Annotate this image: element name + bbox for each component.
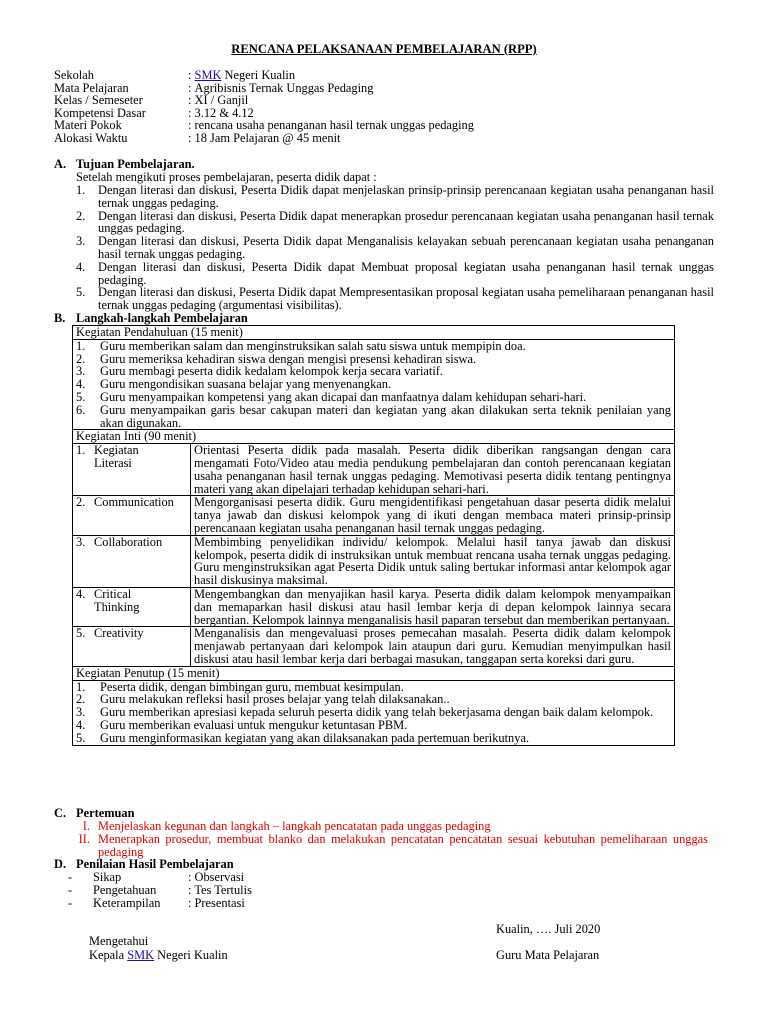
assessment-label: Keterampilan [93, 896, 161, 910]
info-value: 18 Jam Pelajaran @ 45 menit [194, 130, 341, 145]
activity-name: Kegiatan Literasi [94, 443, 139, 470]
section-b-heading [54, 312, 248, 325]
item-number: 1. [76, 183, 86, 197]
item-number: 6. [76, 402, 86, 417]
pendahuluan-header: Kegiatan Pendahuluan (15 menit) [73, 326, 674, 340]
list-item [68, 833, 708, 859]
inti-row-literasi [73, 444, 674, 496]
item-text: Menjelaskan kegunan dan langkah – langkah pencatatan pada unggas pedaging [98, 819, 491, 833]
section-title: Penilaian Hasil Pembelajaran [76, 857, 234, 871]
principal-prefix: Kepala [89, 948, 128, 962]
objective-item [76, 235, 714, 261]
principal-suffix: Negeri Kualin [154, 948, 228, 962]
item-text: Dengan literasi dan diskusi, Peserta Didik dapat Membuat proposal kegiatan usaha penanganan hasil ternak unggas pedaging. [98, 259, 714, 287]
activity-description: Menganalisis dan mengevaluasi proses pemecahan masalah. Peserta didik dalam kelompok menjawab pertanyaan dari kelompok lain ataupun dari guru. Kemudian menyimpulkan hasil diskusi atau hasil lembar kerja dari berbagai masukan, tanggapan serta koreksi dari guru. [194, 626, 671, 666]
item-text: Dengan literasi dan diskusi, Peserta Didik dapat menerapkan prosedur perencanaan kegiatan usaha penanganan hasil ternak unggas pedaging. [98, 208, 714, 236]
activity-name-cell [73, 588, 191, 626]
list-item [73, 340, 674, 353]
section-letter: A. [54, 157, 67, 171]
item-number: 1. [76, 338, 86, 353]
section-title: Pertemuan [76, 806, 135, 820]
activity-name-cell [73, 496, 191, 534]
objective-item [76, 184, 714, 210]
item-text: Menerapkan prosedur, membuat blanko dan melakukan pencatatan pencatatan sesuai kebutuhan pemeliharaan unggas pedaging [98, 831, 708, 859]
list-item [73, 404, 674, 430]
activity-description: Orientasi Peserta didik pada masalah. Peserta didik diberikan rangsangan dengan cara mengamati Foto/Video atau media pendukung pembelajaran dan contoh perencanaan kegiatan usaha penanganan hasil ternak unggas pedaging. Memotivasi peserta didik tentang pentingnya materi yang akan dipelajari terhadap kehidupan sehari-hari. [194, 443, 671, 496]
item-number: 2. [76, 208, 86, 223]
info-value: Agribisnis Ternak Unggas Pedaging [194, 80, 374, 95]
inti-row-communication [73, 496, 674, 535]
dash: - [68, 883, 73, 897]
smk-link[interactable]: SMK [127, 948, 155, 962]
item-number: 5. [76, 389, 86, 404]
item-text: Guru membagi peserta didik kedalam kelompok kerja secara variatif. [100, 364, 444, 379]
item-text: Guru memberikan evaluasi untuk mengukur ketuntasan PBM. [100, 717, 408, 732]
activity-description: Mengorganisasi peserta didik. Guru mengidentifikasi pengetahuan dasar peserta didik melalui tanya jawab dan diskusi kelompok yang di ikuti dengan membaca materi prinsip-prinsip perencanaan kegiatan usaha penanganan hasil ternak unggas pedaging. [194, 495, 671, 535]
item-number: 1. [76, 443, 86, 458]
info-sep: : [188, 68, 195, 82]
assessment-value: : Observasi [188, 870, 245, 884]
info-row-kelas [54, 94, 474, 107]
section-title: Langkah-langkah Pembelajaran [76, 311, 248, 325]
item-text: Dengan literasi dan diskusi, Peserta Didik dapat Mempresentasikan proposal kegiatan usaha pemeliharaan penanganan hasil ternak unggas pedaging (argumentasi visibilitas). [98, 285, 714, 313]
item-text: Peserta didik, dengan bimbingan guru, membuat kesimpulan. [100, 679, 404, 694]
item-number: 2. [76, 351, 86, 366]
info-sep: : [188, 130, 195, 145]
item-text: Guru memberikan apresiasi kepada seluruh peserta didik yang telah bekerjasama dengan baik dalam kelompok. [100, 705, 654, 720]
identity-block [54, 69, 474, 145]
item-number: 3. [76, 705, 86, 720]
info-sep: : [188, 93, 195, 108]
item-number: 5. [76, 285, 86, 300]
section-c-heading [54, 807, 135, 820]
info-label: Alokasi Waktu [54, 130, 128, 145]
item-text: Guru melakukan refleksi hasil proses belajar yang telah dilaksanakan.. [100, 692, 450, 707]
list-item [73, 732, 674, 745]
pertemuan-list [68, 820, 708, 858]
item-text: Guru mengondisikan suasana belajar yang menyenangkan. [100, 377, 392, 392]
signature-date: Kualin, …. Juli 2020 [496, 922, 601, 936]
item-text: Guru memeriksa kehadiran siswa dengan mengisi presensi kehadiran siswa. [100, 351, 477, 366]
inti-row-critical-thinking [73, 588, 674, 627]
info-row-alokasi [54, 132, 474, 145]
assessment-row [68, 897, 252, 910]
objective-item [76, 210, 714, 236]
item-number: 5. [76, 730, 86, 745]
section-a-heading [54, 158, 195, 171]
item-number: 3. [76, 234, 86, 249]
info-value: 3.12 & 4.12 [194, 105, 254, 120]
section-title: Tujuan Pembelajaran. [76, 157, 195, 171]
info-sep: : [188, 118, 195, 133]
section-letter: C. [54, 806, 67, 820]
activity-name-cell [73, 627, 191, 665]
inti-header: Kegiatan Inti (90 menit) [73, 430, 674, 444]
activity-name-cell [73, 444, 191, 495]
objective-item [76, 286, 714, 312]
info-label: Materi Pokok [54, 118, 122, 133]
teacher-title: Guru Mata Pelajaran [496, 948, 600, 962]
info-sep: : [188, 80, 195, 95]
item-number: 1. [76, 679, 86, 694]
assessment-value: : Presentasi [188, 896, 245, 910]
pendahuluan-list [73, 340, 674, 431]
assessment-label: Pengetahuan [93, 883, 157, 897]
item-text: Guru menginformasikan kegiatan yang akan dilaksanakan pada pertemuan berikutnya. [100, 730, 530, 745]
activity-name: Communication [94, 495, 174, 510]
item-number: 4. [76, 717, 86, 732]
section-a-intro: Setelah mengikuti proses pembelajaran, peserta didik dapat : [76, 170, 377, 184]
info-label: Sekolah [54, 68, 94, 82]
item-number: 2. [76, 692, 86, 707]
activity-name-cell [73, 536, 191, 587]
item-number: 4. [76, 259, 86, 274]
dash: - [68, 870, 73, 884]
info-label: Mata Pelajaran [54, 80, 129, 95]
activity-name: Collaboration [94, 534, 163, 549]
info-value: XI / Ganjil [194, 93, 249, 108]
info-value: Negeri Kualin [221, 68, 296, 82]
item-number: 2. [76, 495, 86, 510]
objective-item [76, 261, 714, 287]
info-label: Kompetensi Dasar [54, 105, 146, 120]
inti-row-collaboration [73, 536, 674, 588]
item-number: 3. [76, 534, 86, 549]
activity-description: Membimbing penyelidikan individu/ kelompok. Melalui hasil tanya jawab dan diskusi kelompok, peserta didik di instruksikan untuk membuat rencana usaha ternak unggas pedaging. Guru menginstruksikan agat Peserta Didik untuk saling bertukar informasi antar kelompok agar hasil diskusinya maksimal. [194, 534, 671, 588]
assessment-value: : Tes Tertulis [188, 883, 252, 897]
inti-row-creativity [73, 627, 674, 666]
item-number: 3. [76, 364, 86, 379]
item-text: Dengan literasi dan diskusi, Peserta Didik dapat Menganalisis kelayakan sebuah perencanaan kegiatan usaha penanganan hasil ternak unggas pedaging. [98, 234, 714, 261]
penutup-list [73, 681, 674, 745]
list-item [73, 391, 674, 404]
smk-link[interactable]: SMK [194, 68, 222, 82]
section-d-heading [54, 858, 234, 871]
mengetahui-label: Mengetahui [89, 934, 149, 948]
item-text: Guru menyampaikan kompetensi yang akan dicapai dan manfaatnya dalam kehidupan sehari-hari. [100, 389, 587, 404]
learning-steps-table [72, 325, 675, 746]
item-text: Guru memberikan salam dan menginstruksikan salah satu siswa untuk mempipin doa. [100, 338, 526, 353]
section-letter: D. [54, 857, 67, 871]
activity-description: Mengembangkan dan menyajikan hasil karya. Peserta didik dalam kelompok menyampaikan dan memaparkan hasil diskusi atau hasil lembar kerja di depan kelompok lainnya secara bergantian. Kelompok lainnya menganalisis hasil paparan tersebut dan memberikan pertanyaan. [194, 586, 671, 627]
principal-title [89, 949, 228, 962]
assessment-list [68, 871, 252, 910]
info-sep: : [188, 105, 195, 120]
penutup-header: Kegiatan Penutup (15 menit) [73, 667, 674, 681]
item-number: 5. [76, 626, 86, 641]
list-item [73, 719, 674, 732]
list-item [73, 706, 674, 719]
item-number: 4. [76, 377, 86, 392]
objectives-list [76, 184, 714, 312]
item-text: Guru menyampaikan garis besar cakupan materi dan kegiatan yang akan dilakukan serta teknik penilaian yang akan digunakan. [100, 402, 671, 430]
document-title: RENCANA PELAKSANAAN PEMBELAJARAN (RPP) [231, 42, 537, 56]
section-letter: B. [54, 311, 66, 325]
info-label: Kelas / Semeseter [54, 93, 143, 108]
dash: - [68, 896, 73, 910]
info-value: rencana usaha penanganan hasil ternak unggas pedaging [194, 118, 474, 133]
info-row-sekolah [54, 69, 474, 82]
activity-name: Creativity [94, 626, 144, 641]
item-text: Dengan literasi dan diskusi, Peserta Didik dapat menjelaskan prinsip-prinsip perencanaan kegiatan usaha penanganan hasil ternak unggas pedaging. [98, 183, 714, 210]
list-item [68, 820, 708, 833]
item-number: II. [78, 831, 90, 846]
activity-name: Critical Thinking [94, 586, 140, 614]
assessment-label: Sikap [93, 870, 122, 884]
item-number: 4. [76, 586, 86, 601]
item-number: I. [82, 819, 90, 833]
